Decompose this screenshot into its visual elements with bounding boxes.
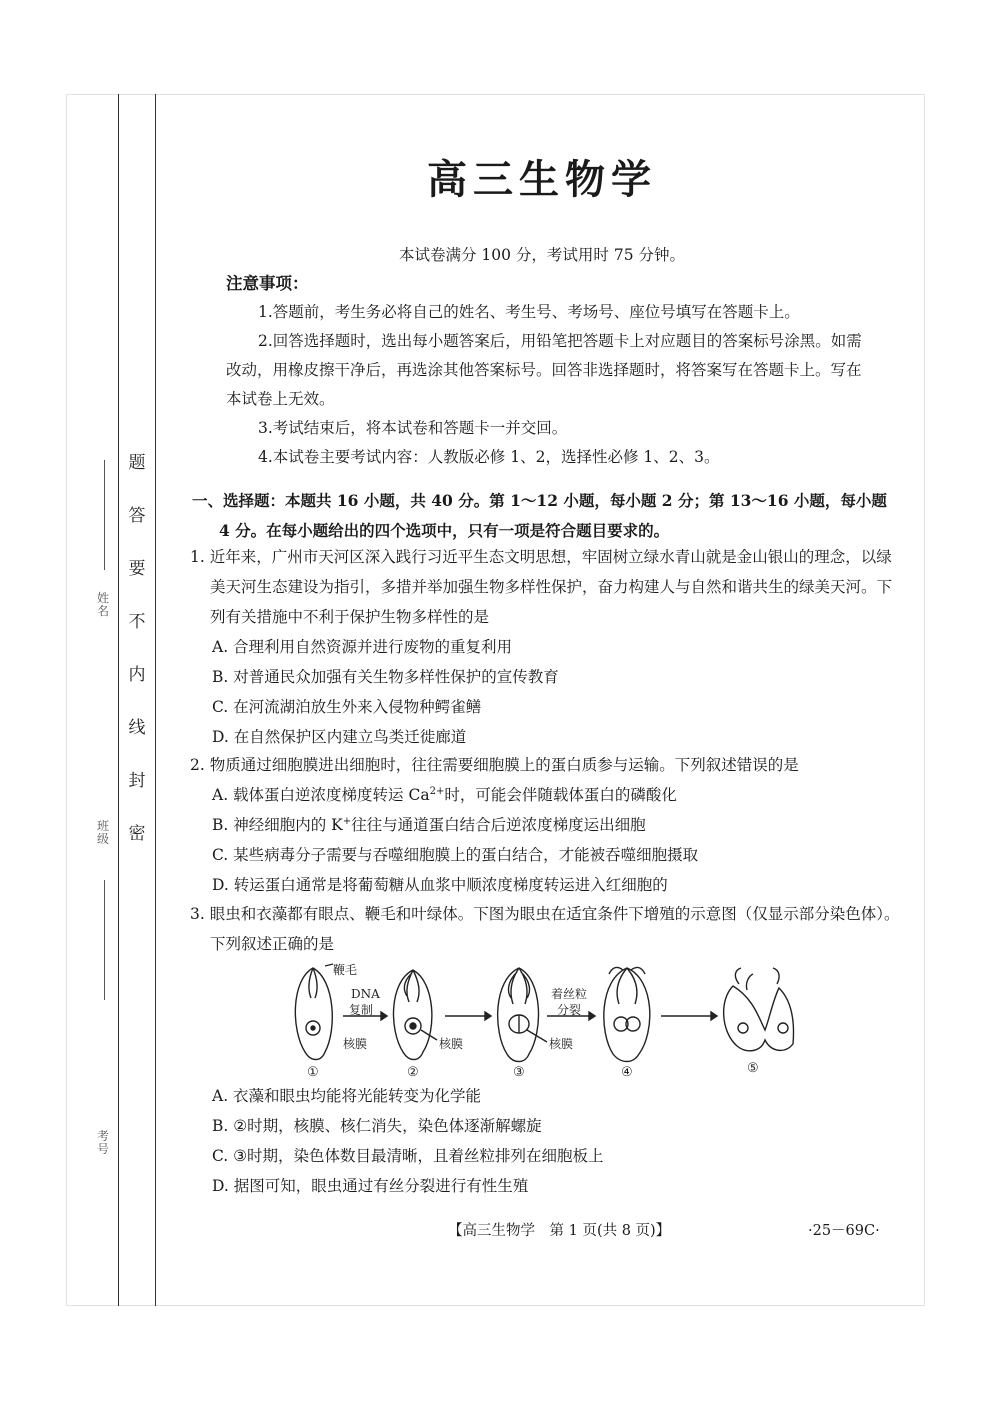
- option-b-text: B. 神经细胞内的 K: [212, 816, 343, 834]
- label-flagellum: 鞭毛: [333, 963, 358, 977]
- superscript: 2+: [429, 785, 445, 797]
- label-dna: DNA: [351, 987, 380, 1001]
- notice-item: 3.考试结束后，将本试卷和答题卡一并交回。: [258, 419, 568, 437]
- option-a: A. 衣藻和眼虫均能将光能转变为化学能: [212, 1087, 482, 1105]
- stage-label: ②: [407, 1065, 419, 1080]
- seal-char: 不: [128, 612, 146, 632]
- notice-item: 4.本试卷主要考试内容：人教版必修 1、2，选择性必修 1、2、3。: [258, 448, 720, 466]
- stage-label: ③: [513, 1065, 525, 1080]
- notice-heading: 注意事项：: [226, 274, 309, 293]
- binding-line-outer: [118, 94, 119, 1306]
- option-b: B. ②时期，核膜、核仁消失，染色体逐渐解螺旋: [212, 1117, 542, 1135]
- label-nuclear-membrane: 核膜: [343, 1037, 368, 1051]
- notice-item: 1.答题前，考生务必将自己的姓名、考生号、考场号、座位号填写在答题卡上。: [258, 303, 800, 321]
- cell-2-outline: [394, 970, 432, 1060]
- stage-label: ⑤: [747, 1061, 759, 1076]
- option-b: B. 对普通民众加强有关生物多样性保护的宣传教育: [212, 668, 559, 686]
- notice-list: [226, 298, 876, 472]
- label-nuclear-membrane: 核膜: [439, 1037, 464, 1051]
- question-stem: 2. 物质通过细胞膜进出细胞时，往往需要细胞膜上的蛋白质参与运输。下列叙述错误的是: [190, 756, 799, 774]
- question-3: [190, 899, 902, 959]
- seal-char: 内: [128, 665, 146, 685]
- notice-item: 2.回答选择题时，选出每小题答案后，用铅笔把答题卡上对应题目的答案标号涂黑。如需改动，用橡皮擦干净后，再选涂其他答案标号。回答非选择题时，将答案写在答题卡上。写在本试卷上无效。: [226, 332, 862, 408]
- section-line: 4 分。在每小题给出的四个选项中，只有一项是符合题目要求的。: [219, 521, 670, 540]
- side-fill-name: 姓名: [96, 591, 109, 619]
- seal-char: 题: [128, 453, 146, 473]
- option-c: C. ③时期，染色体数目最清晰，且着丝粒排列在细胞板上: [212, 1147, 604, 1165]
- cell-5-outline: [724, 986, 794, 1051]
- footer-code: ·25－69C·: [808, 1223, 880, 1239]
- option-a-text: A. 载体蛋白逆浓度梯度转运 Ca: [212, 786, 430, 804]
- label-nuclear-membrane: 核膜: [549, 1037, 574, 1051]
- seal-char: 密: [128, 824, 146, 844]
- side-fill-number: 考号: [96, 1129, 109, 1157]
- option-d: D. 转运蛋白通常是将葡萄糖从血浆中顺浓度梯度转运进入红细胞的: [212, 876, 668, 894]
- question-3-options: [190, 1081, 902, 1201]
- option-b-text: 往往与通道蛋白结合后逆浓度梯度运出细胞: [351, 816, 646, 834]
- cell-4-outline: [604, 968, 650, 1062]
- seal-char: 封: [128, 771, 146, 791]
- question-1: [190, 542, 902, 752]
- euglena-division-figure: [285, 960, 795, 1080]
- option-c: C. 在河流湖泊放生外来入侵物种鳄雀鳝: [212, 698, 482, 716]
- option-a-text: 时，可能会伴随载体蛋白的磷酸化: [444, 786, 677, 804]
- seal-char: 线: [128, 718, 146, 738]
- option-a: A. 合理利用自然资源并进行废物的重复利用: [212, 638, 513, 656]
- cell-1-outline: [295, 968, 332, 1060]
- question-stem: 1. 近年来，广州市天河区深入践行习近平生态文明思想，牢固树立绿水青山就是金山银山的理念，以绿美天河生态建设为指引，多措并举加强生物多样性保护，奋力构建人与自然和谐共生的绿美天河。下列有关措施中不利于保护生物多样性的是: [190, 548, 893, 626]
- seal-warning: [124, 455, 150, 879]
- option-c: C. 某些病毒分子需要与吞噬细胞膜上的蛋白结合，才能被吞噬细胞摄取: [212, 846, 699, 864]
- page-title: 高三生物学: [427, 156, 657, 203]
- option-a: [190, 780, 902, 810]
- section-line: 一、选择题：本题共 16 小题，共 40 分。第 1～12 小题，每小题 2 分；第 13～16 小题，每小题: [192, 491, 887, 510]
- cell-5-nucleus-right: [778, 1023, 788, 1033]
- side-fill-rule: [104, 460, 105, 570]
- label-replication: 复制: [349, 1003, 374, 1017]
- side-fill-rule: [104, 880, 105, 1000]
- section-heading: [192, 486, 897, 546]
- footer-page-number: 【高三生物学 第 1 页(共 8 页)】: [448, 1223, 671, 1239]
- label-centromere: 着丝粒: [551, 987, 588, 1001]
- cell-5-nucleus-left: [738, 1023, 748, 1033]
- superscript: +: [342, 815, 352, 827]
- question-2: [190, 750, 902, 900]
- stage-label: ①: [307, 1065, 319, 1080]
- label-division: 分裂: [557, 1003, 582, 1017]
- option-d: D. 在自然保护区内建立鸟类迁徙廊道: [212, 728, 467, 746]
- side-fill-class: 班级: [96, 819, 109, 847]
- seal-char: 答: [128, 506, 146, 526]
- option-d: D. 据图可知，眼虫通过有丝分裂进行有性生殖: [212, 1177, 529, 1195]
- binding-line-inner: [155, 94, 156, 1306]
- exam-info: 本试卷满分 100 分，考试用时 75 分钟。: [398, 246, 686, 264]
- option-b: [190, 810, 902, 840]
- question-stem: 3. 眼虫和衣藻都有眼点、鞭毛和叶绿体。下图为眼虫在适宜条件下增殖的示意图（仅显示部分染色体）。下列叙述正确的是: [190, 905, 900, 953]
- seal-char: 要: [128, 559, 146, 579]
- stage-label: ④: [621, 1065, 633, 1080]
